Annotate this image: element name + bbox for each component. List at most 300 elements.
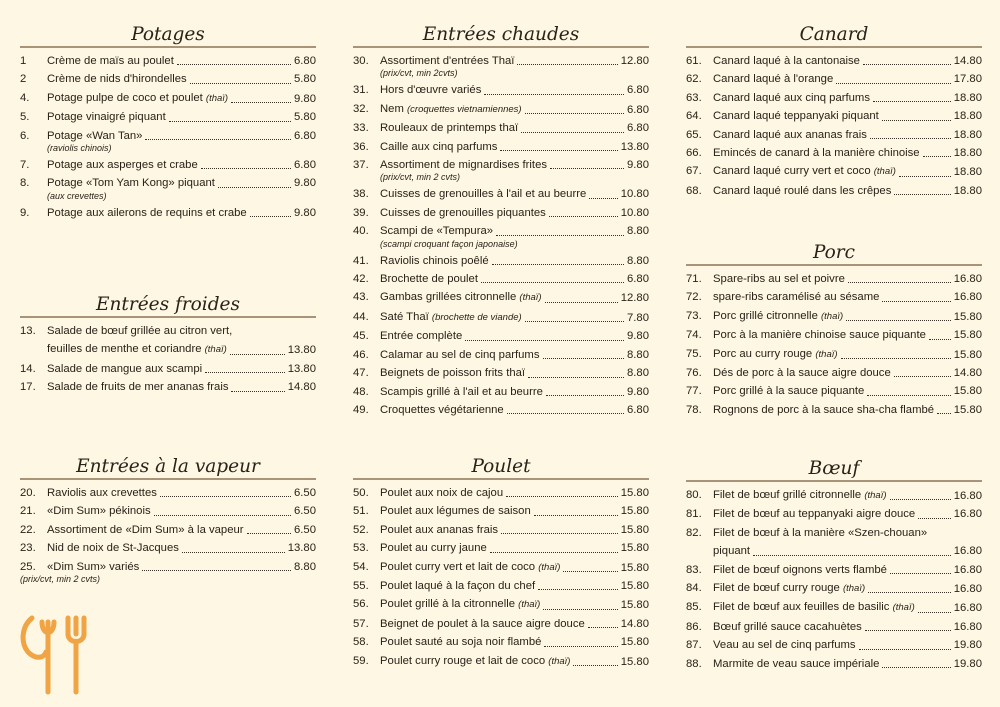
menu-item (20, 378, 316, 396)
item-body (380, 308, 649, 327)
item-name-text: Potage pulpe de coco et poulet (47, 91, 203, 104)
item-number: 23. (20, 542, 36, 555)
item-name-text: Potage aux ailerons de requins et crabe (47, 206, 247, 219)
item-line (713, 52, 982, 70)
item-name-text: Poulet aux noix de cajou (380, 487, 504, 499)
dot-leader (841, 358, 951, 359)
item-name (713, 618, 862, 636)
item-price: 6.80 (294, 159, 316, 172)
item-body (380, 204, 649, 222)
item-body (380, 633, 649, 651)
item-body (47, 156, 316, 174)
item-number: 43. (353, 291, 369, 304)
section-divider (20, 46, 316, 48)
item-line (47, 89, 316, 108)
item-name-text: Gambas grillées citronnelle (380, 291, 517, 304)
item-name (380, 119, 518, 137)
item-body (380, 539, 649, 557)
item-number: 22. (20, 523, 36, 536)
dot-leader (142, 570, 291, 571)
item-number: 48. (353, 385, 369, 398)
item-price: 16.80 (953, 620, 982, 633)
dot-leader (589, 198, 617, 199)
item-name (713, 486, 887, 505)
item-line (713, 579, 982, 598)
item-price: 12.80 (620, 55, 649, 67)
item-name (380, 327, 462, 345)
item-note: (scampi croquant façon japonaise) (380, 238, 518, 249)
item-name-text: Canard laqué curry vert et coco (713, 165, 871, 178)
item-body (380, 156, 649, 183)
item-price: 18.80 (953, 166, 982, 179)
item-price: 18.80 (953, 184, 982, 197)
item-price: 7.80 (627, 311, 649, 324)
item-name (713, 401, 934, 419)
dot-leader (218, 187, 291, 188)
item-number: 64. (686, 110, 702, 123)
item-line (380, 652, 649, 671)
menu-item (353, 577, 649, 595)
item-name-text: Dés de porc à la sauce aigre douce (713, 367, 891, 380)
dot-leader (573, 665, 617, 666)
item-origin-note: (thaï) (204, 344, 227, 356)
item-name-text: Marmite de veau sauce impériale (713, 657, 880, 670)
dot-leader (929, 339, 951, 340)
item-line (713, 326, 982, 344)
item-line (713, 382, 982, 400)
menu-item (686, 579, 982, 598)
dot-leader (543, 609, 617, 610)
item-name-text: Filet de bœuf oignons verts flambé (713, 563, 887, 576)
menu-item (353, 252, 649, 270)
menu-item (20, 502, 316, 520)
item-number: 36. (353, 140, 369, 153)
item-line (713, 598, 982, 617)
item-name-text: piquant (713, 545, 751, 558)
dot-leader (507, 413, 624, 414)
item-body (713, 345, 982, 364)
menu-item (686, 561, 982, 579)
item-line (713, 561, 982, 579)
item-number: 84. (686, 582, 702, 595)
menu-item (353, 633, 649, 651)
menu-item (686, 144, 982, 162)
item-origin-note: (thaï) (205, 92, 229, 104)
item-price: 6.80 (627, 103, 649, 116)
item-name (47, 378, 228, 396)
item-body (713, 636, 982, 654)
item-number: 37. (353, 159, 369, 172)
item-line (380, 119, 649, 137)
item-name (713, 182, 891, 200)
item-line (713, 542, 982, 560)
item-body (380, 138, 649, 156)
menu-item (686, 89, 982, 107)
menu-item (353, 156, 649, 183)
dot-leader (154, 515, 291, 516)
item-price: 5.80 (294, 111, 316, 124)
item-number: 47. (353, 367, 369, 380)
section-divider (353, 46, 649, 48)
dot-leader (588, 627, 618, 628)
dot-leader (490, 552, 618, 553)
item-price: 15.80 (953, 329, 982, 342)
item-price: 16.80 (953, 563, 982, 576)
dot-leader (544, 646, 617, 647)
item-name (47, 360, 202, 378)
dot-leader (882, 120, 951, 121)
item-line (713, 144, 982, 162)
item-body (380, 252, 649, 270)
item-price: 8.80 (627, 225, 649, 238)
item-body (47, 127, 316, 154)
item-number: 77. (686, 385, 702, 398)
item-body (713, 579, 982, 598)
item-line (713, 401, 982, 419)
item-line (713, 655, 982, 673)
item-line (47, 539, 316, 557)
dot-leader (492, 264, 624, 265)
item-number: 17. (20, 381, 36, 394)
item-name (47, 108, 166, 126)
menu-item (20, 156, 316, 174)
item-line (380, 308, 649, 327)
menu-item (686, 636, 982, 654)
item-body (713, 401, 982, 419)
item-name (47, 52, 174, 70)
item-name-text: Porc au curry rouge (713, 347, 813, 360)
item-line (713, 270, 982, 288)
item-name (713, 542, 750, 560)
item-name-text: Potage aux asperges et crabe (47, 159, 198, 172)
item-body (380, 270, 649, 288)
item-line (380, 521, 649, 539)
dot-leader (160, 496, 291, 497)
item-line (380, 484, 649, 502)
item-name (380, 383, 543, 401)
item-name-text: Spare-ribs au sel et poivre (713, 273, 845, 285)
item-name (380, 539, 487, 557)
item-name-text: Assortiment de mignardises frites (380, 159, 548, 172)
item-number: 7. (20, 159, 30, 172)
item-name-text: Emincés de canard à la manière chinoise (713, 147, 920, 160)
item-name-text: Canard laqué à l'orange (713, 73, 834, 86)
item-number: 56. (353, 598, 369, 611)
dot-leader (205, 372, 285, 373)
item-name-text: Filet de bœuf curry rouge (713, 582, 840, 595)
item-origin-note: (thaï) (538, 561, 561, 573)
dot-leader (525, 321, 624, 322)
item-price: 8.80 (627, 367, 649, 380)
menu-section (686, 242, 982, 419)
item-name (380, 346, 540, 364)
item-price: 6.80 (627, 403, 649, 416)
item-name (380, 502, 531, 520)
item-name (380, 558, 560, 577)
item-name (380, 615, 585, 633)
menu-item (686, 524, 982, 561)
item-number: 65. (686, 128, 702, 141)
item-body (380, 346, 649, 364)
item-body (380, 615, 649, 633)
item-line (713, 162, 982, 181)
item-body (380, 288, 649, 307)
item-name-text: Brochette de poulet (380, 273, 478, 286)
item-number: 38. (353, 188, 369, 201)
item-body (47, 52, 316, 70)
menu-item (20, 360, 316, 378)
item-body (713, 618, 982, 636)
dot-leader (145, 139, 291, 140)
dot-leader (894, 194, 950, 195)
menu-item (20, 539, 316, 557)
item-number: 49. (353, 403, 369, 416)
item-body (380, 383, 649, 401)
item-origin-note: (thaï) (548, 655, 571, 667)
dot-leader (182, 552, 285, 553)
item-number: 66. (686, 147, 702, 160)
item-name (47, 89, 228, 108)
item-name-text: «Dim Sum» pékinois (47, 505, 151, 518)
item-price: 15.80 (953, 403, 982, 416)
item-line (380, 633, 649, 651)
menu-item (353, 595, 649, 614)
item-body (713, 70, 982, 88)
menu-item (353, 52, 649, 79)
item-body (47, 378, 316, 396)
dot-leader (517, 64, 617, 65)
menu-item (353, 401, 649, 419)
dot-leader (550, 168, 624, 169)
item-line (380, 81, 649, 99)
dot-leader (868, 592, 951, 593)
item-note: (prix/cvt, min 2cvts) (380, 68, 458, 79)
item-name-text: Porc grillé à la sauce piquante (713, 385, 865, 398)
item-line (380, 288, 649, 307)
item-number: 30. (353, 55, 369, 67)
item-number: 67. (686, 165, 702, 178)
item-body (713, 486, 982, 505)
item-price: 13.80 (620, 140, 649, 153)
item-price: 15.80 (620, 580, 649, 593)
item-body (380, 577, 649, 595)
item-body (47, 484, 316, 502)
menu-item (20, 127, 316, 154)
item-price: 12.80 (620, 292, 649, 305)
dot-leader (546, 395, 624, 396)
menu-item (353, 185, 649, 203)
item-name-text: Poulet au curry jaune (380, 542, 487, 555)
item-number: 85. (686, 601, 702, 614)
menu-item (686, 162, 982, 181)
item-price: 10.80 (620, 206, 649, 219)
item-price: 16.80 (953, 508, 982, 521)
section-divider (686, 46, 982, 48)
item-line (47, 360, 316, 378)
menu-item (20, 89, 316, 108)
menu-item (353, 222, 649, 249)
item-price: 15.80 (620, 636, 649, 649)
item-line (380, 615, 649, 633)
item-origin-note: (thaï) (842, 583, 866, 595)
dot-leader (873, 101, 951, 102)
item-body (713, 288, 982, 306)
item-line (47, 156, 316, 174)
menu-item (20, 70, 316, 88)
item-origin-note: (thaï) (518, 599, 541, 611)
item-body (380, 52, 649, 79)
item-number: 9. (20, 206, 30, 219)
item-name (713, 126, 867, 144)
item-number: 1 (20, 55, 27, 67)
item-price: 19.80 (953, 639, 982, 652)
item-line (47, 70, 316, 88)
item-number: 63. (686, 91, 702, 104)
item-name (713, 655, 879, 673)
item-name-text: Filet de bœuf grillé citronnelle (713, 489, 862, 501)
item-origin-note: (thaï) (864, 490, 887, 501)
dot-leader (863, 64, 951, 65)
item-price: 9.80 (294, 177, 316, 190)
item-line (380, 185, 649, 203)
item-price: 18.80 (953, 147, 982, 160)
menu-item (686, 326, 982, 344)
item-line (713, 505, 982, 523)
item-body (713, 107, 982, 125)
fork-spoon-logo-icon (18, 612, 90, 701)
menu-item (686, 486, 982, 505)
item-body (47, 204, 316, 222)
item-line (47, 204, 316, 222)
item-name (380, 204, 546, 222)
item-body (47, 322, 316, 360)
item-name-text: Poulet aux ananas frais (380, 523, 499, 536)
item-name (380, 185, 586, 203)
item-line (713, 486, 982, 505)
item-line (47, 52, 316, 70)
dot-leader (500, 150, 617, 151)
item-price: 6.50 (294, 523, 316, 536)
item-body (47, 539, 316, 557)
item-number: 82. (686, 526, 702, 539)
item-name-text: Poulet curry vert et lait de coco (380, 560, 536, 573)
item-origin-note: (croquettes vietnamiennes) (407, 103, 522, 115)
item-line (380, 204, 649, 222)
item-name (713, 505, 915, 523)
item-origin-note: (thaï) (519, 292, 542, 304)
menu-section (353, 456, 649, 671)
item-name (713, 598, 915, 617)
item-body (713, 144, 982, 162)
item-price: 16.80 (953, 545, 982, 558)
menu-item (353, 270, 649, 288)
item-number: 76. (686, 367, 702, 380)
item-name (380, 652, 570, 671)
item-number: 45. (353, 330, 369, 343)
item-body (47, 108, 316, 126)
item-number: 39. (353, 206, 369, 219)
item-price: 5.80 (294, 73, 316, 86)
item-number: 44. (353, 310, 369, 323)
item-name-text: «Dim Sum» variés (47, 560, 140, 573)
item-line (380, 401, 649, 419)
item-name-text: Potage vinaigré piquant (47, 111, 166, 124)
item-number: 59. (353, 654, 369, 667)
item-name (47, 539, 179, 557)
item-number: 6. (20, 129, 30, 142)
dot-leader (848, 282, 951, 283)
item-body (713, 524, 982, 561)
item-name-text: Filet de bœuf au teppanyaki aigre douce (713, 508, 916, 521)
item-note: (raviolis chinois) (47, 143, 112, 154)
item-number: 68. (686, 184, 702, 197)
item-name (380, 252, 489, 270)
menu-item (20, 174, 316, 201)
item-name (380, 100, 522, 119)
menu-item (353, 138, 649, 156)
item-name-text: Porc à la manière chinoise sauce piquante (713, 329, 926, 342)
dot-leader (918, 612, 951, 613)
menu-item (20, 484, 316, 502)
item-origin-note: (thaï) (815, 348, 838, 360)
item-note: (aux crevettes) (47, 190, 107, 201)
section-title: Entrées à la vapeur (76, 456, 260, 477)
item-name-text: Veau au sel de cinq parfums (713, 639, 856, 652)
menu-item (353, 502, 649, 520)
item-name (713, 144, 920, 162)
menu-item (353, 652, 649, 671)
item-line (380, 558, 649, 577)
item-name (713, 70, 833, 88)
item-name (380, 595, 540, 614)
dot-leader (867, 395, 950, 396)
item-number: 42. (353, 273, 369, 286)
item-price: 16.80 (953, 273, 982, 285)
item-price: 18.80 (953, 128, 982, 141)
menu-item (353, 119, 649, 137)
menu-item (686, 270, 982, 288)
item-body (713, 655, 982, 673)
dot-leader (506, 496, 618, 497)
menu-item (686, 364, 982, 382)
item-name-text: Hors d'œuvre variés (380, 84, 482, 97)
menu-item (686, 307, 982, 326)
dot-leader (882, 667, 950, 668)
item-price: 18.80 (953, 91, 982, 104)
item-name-text: Canard laqué aux ananas frais (713, 128, 867, 141)
menu-section (20, 456, 316, 587)
menu-item (686, 401, 982, 419)
item-name (380, 288, 542, 307)
item-price: 15.80 (620, 599, 649, 612)
item-name-text: Scampis grillé à l'ail et au beurre (380, 385, 543, 398)
item-name-line: Filet de bœuf à la manière «Szen-chouan» (713, 526, 928, 539)
item-body (47, 521, 316, 539)
item-line (713, 288, 982, 306)
item-number: 81. (686, 508, 702, 521)
item-name-text: Canard laqué à la cantonaise (713, 55, 860, 67)
item-line (713, 345, 982, 364)
menu-item (686, 505, 982, 523)
menu-item (20, 558, 316, 585)
dot-leader (525, 113, 624, 114)
item-name (47, 502, 151, 520)
item-number: 40. (353, 225, 369, 238)
item-number: 21. (20, 505, 36, 518)
dot-leader (836, 83, 950, 84)
item-body (713, 364, 982, 382)
dot-leader (549, 216, 618, 217)
